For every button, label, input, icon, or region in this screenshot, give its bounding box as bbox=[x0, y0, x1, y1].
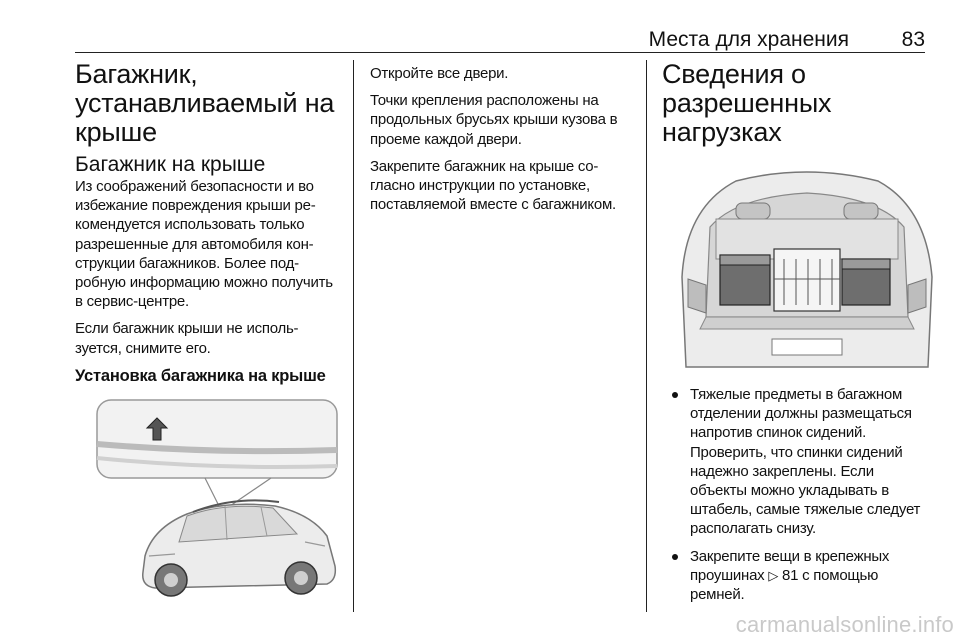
bullet-text-secure-items: Закрепите вещи в крепежных проушинах bbox=[690, 547, 890, 584]
column-divider-1 bbox=[353, 60, 354, 612]
load-guidelines-list bbox=[662, 385, 927, 604]
paragraph-attachment-points: Точки крепления расположены на продольных брусьях крыши кузова в проеме каждой двери. bbox=[370, 92, 618, 148]
bullet-text-heavy-items: Тяжелые предметы в багажном отделении должны размещаться напротив спинок сидений. Проверить, что спинки сидений надежно закреплены. Если объекты можно укладывать в штабель, самые тяжелые следует располагать снизу. bbox=[690, 386, 921, 538]
list-item bbox=[662, 385, 927, 539]
column-divider-2 bbox=[646, 60, 647, 612]
paragraph-safety: Из соображений безопасности и во избежание повреждения крыши рекомендуется использовать только разрешенные для автомобиля конструкции багажников. Более подробную информацию можно получить в сервис-центре. bbox=[75, 178, 333, 311]
column-2 bbox=[370, 60, 635, 214]
roof-rack-illustration bbox=[75, 396, 343, 608]
page-reference[interactable]: 81 с помощью ремней. bbox=[690, 566, 879, 604]
subheading-roof-rack: Багажник на крыше bbox=[75, 153, 266, 176]
page-title: Места для хранения bbox=[648, 28, 849, 51]
luggage-compartment-illustration bbox=[676, 167, 938, 373]
column-1 bbox=[75, 60, 340, 608]
paragraph-open-doors: Откройте все двери. bbox=[370, 65, 509, 82]
header-rule bbox=[75, 52, 925, 53]
paragraph-remove: Если багажник крыши не используется, снимите его. bbox=[75, 320, 299, 357]
list-item bbox=[662, 547, 927, 605]
paragraph-install-instructions: Закрепите багажник на крыше согласно инструкции по установке, поставляемой вместе с багажником. bbox=[370, 157, 616, 214]
section-heading-loads: Сведения о разрешенных нагрузках bbox=[662, 59, 832, 147]
page-number: 83 bbox=[901, 28, 925, 51]
column-3 bbox=[662, 60, 927, 604]
subsection-installation: Установка багажника на крыше bbox=[75, 366, 326, 385]
triangle-right-icon[interactable]: ▷ bbox=[768, 567, 779, 583]
section-heading-roof-rack: Багажник, устанавливаемый на крыше bbox=[75, 59, 335, 147]
page-header bbox=[75, 26, 925, 52]
bullet-icon bbox=[672, 392, 678, 398]
watermark: carmanualsonline.info bbox=[735, 612, 954, 637]
bullet-icon bbox=[672, 554, 678, 560]
